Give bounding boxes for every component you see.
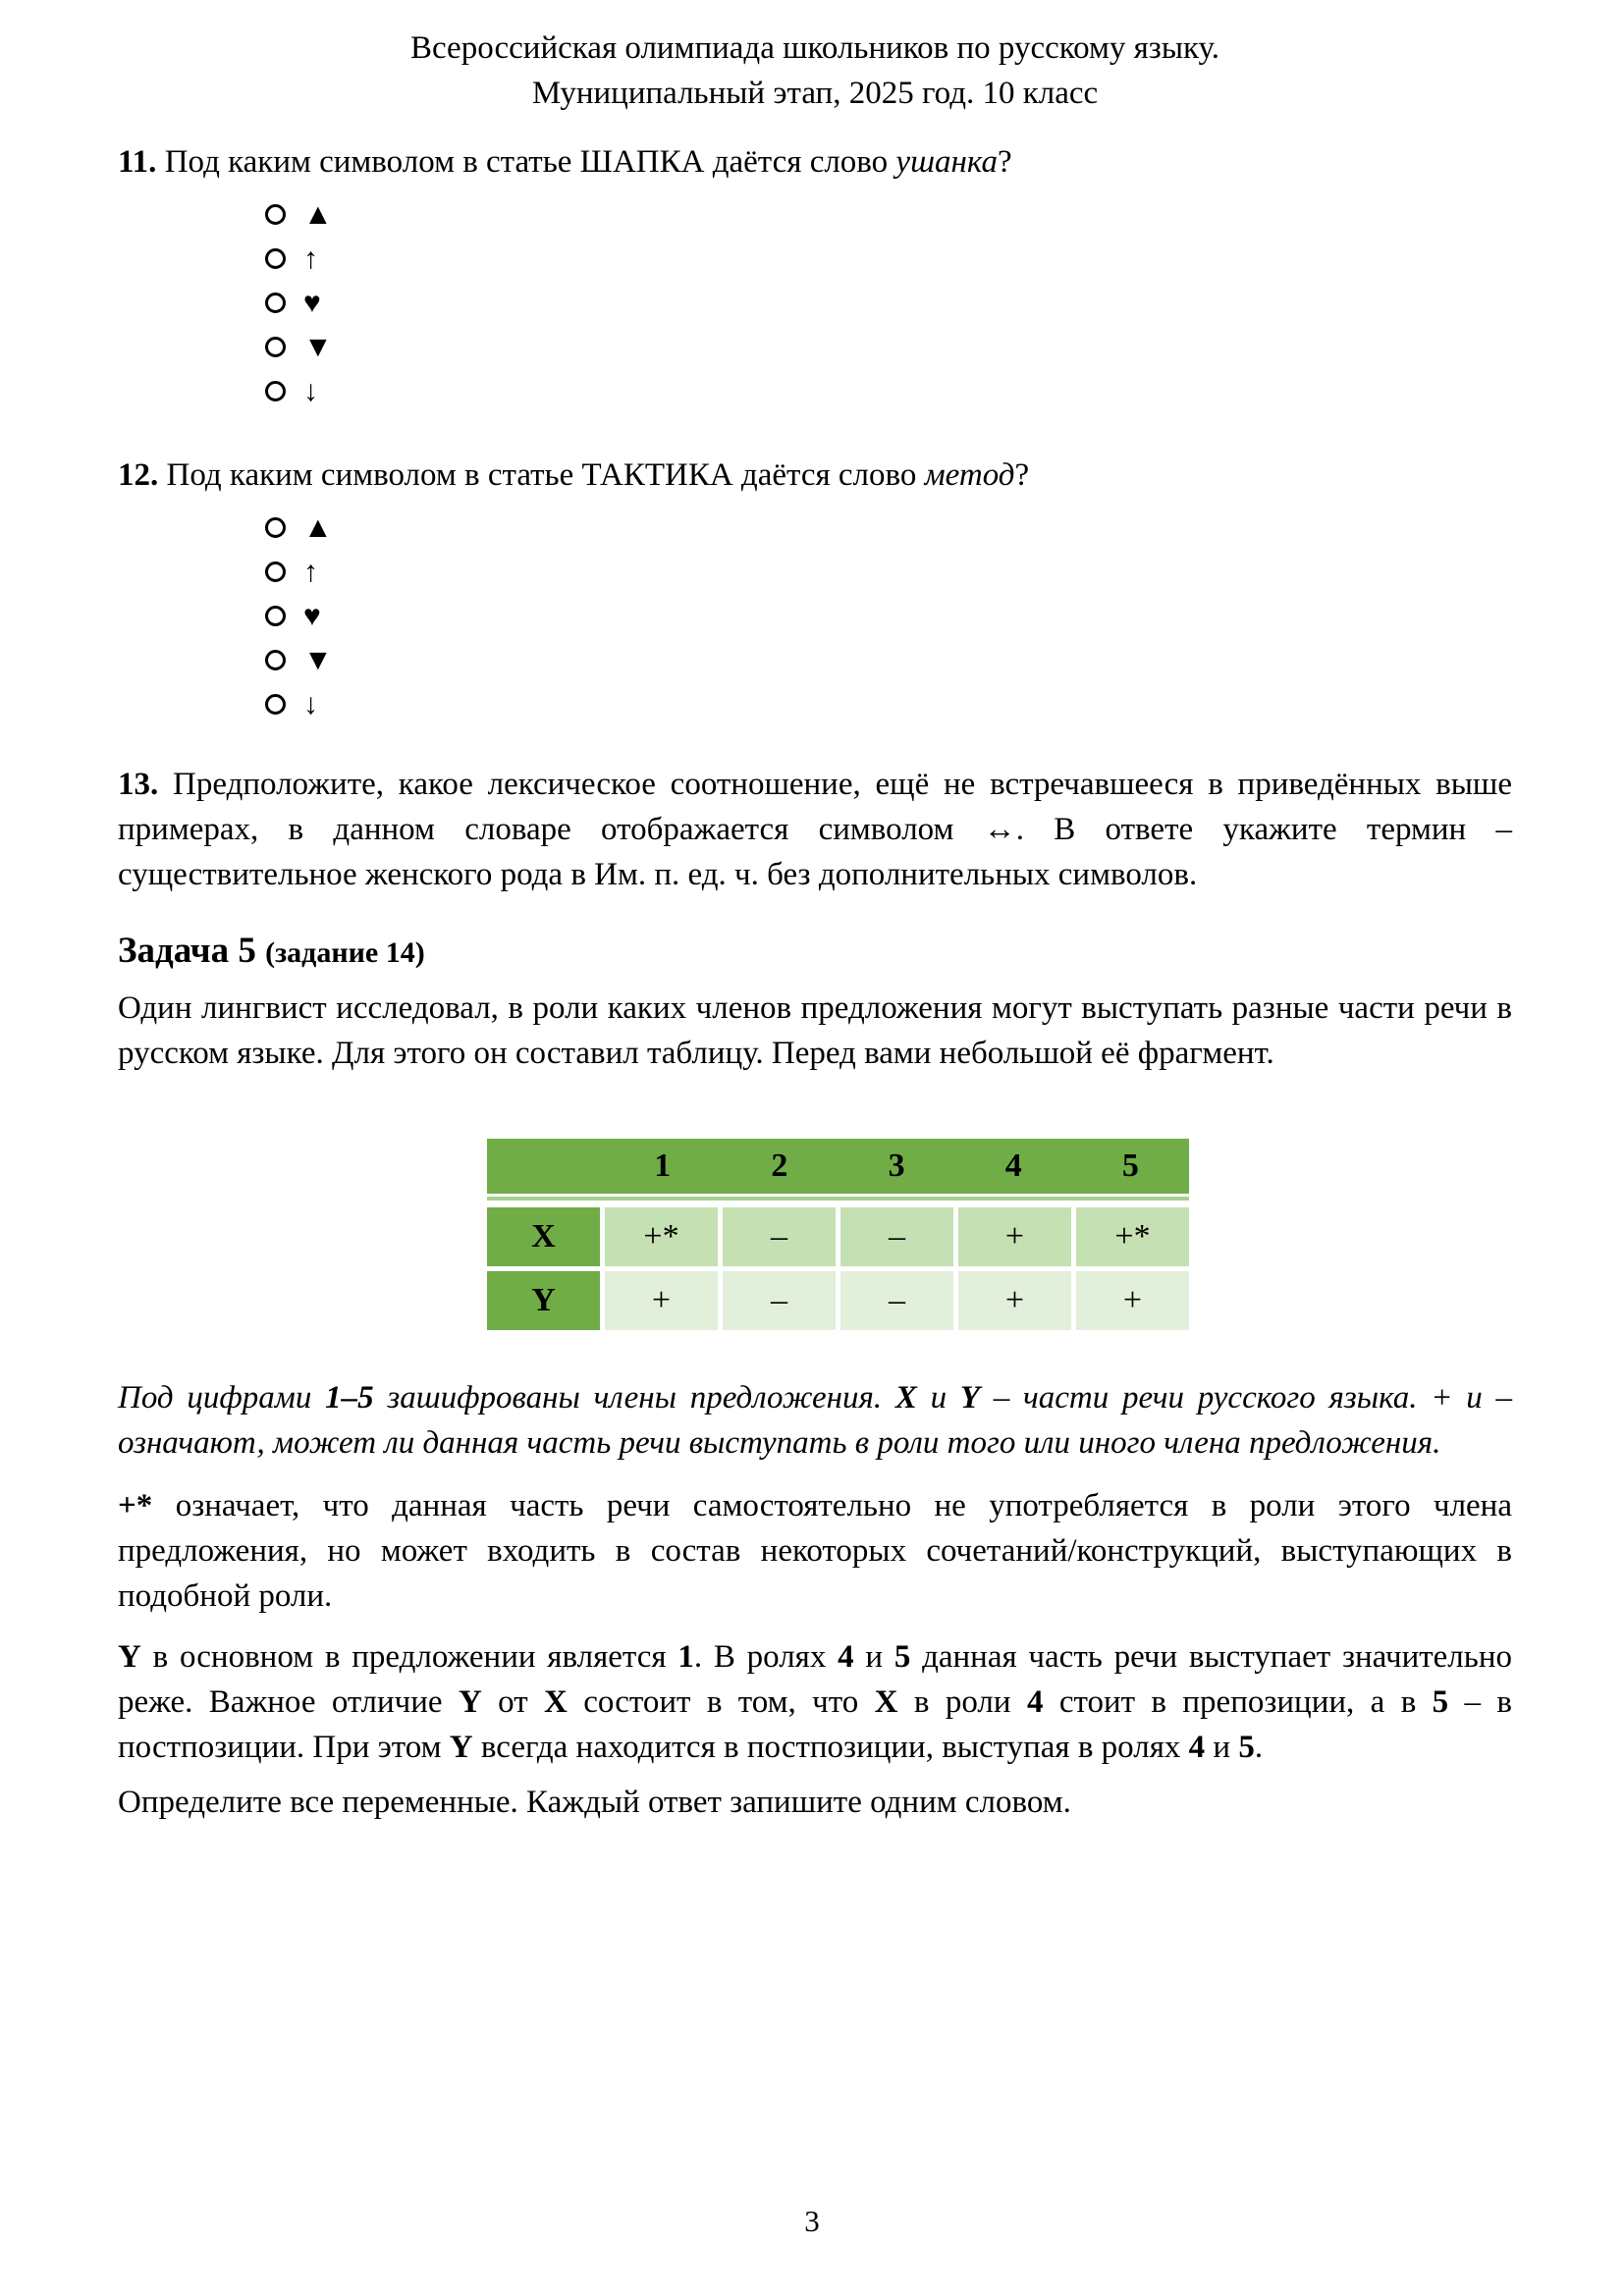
header-subtitle: Муниципальный этап, 2025 год. 10 класс bbox=[531, 76, 1099, 111]
table-header-row bbox=[487, 1139, 1189, 1194]
star-note: +* означает, что данная часть речи самостоятельно не употребляется в роли этого члена предложения, но может входить в состав некоторых сочетаний/конструкций, выступающих в подобной роли. bbox=[118, 1488, 1512, 1614]
task5-heading-suffix: (задание 14) bbox=[265, 936, 425, 969]
arrow-up-icon: ↑ bbox=[303, 555, 318, 588]
task5-heading bbox=[118, 927, 1512, 978]
table-cell: – bbox=[723, 1271, 836, 1330]
option-row bbox=[118, 506, 1512, 550]
table-row-y bbox=[487, 1271, 1189, 1330]
radio-circle-icon[interactable] bbox=[265, 204, 286, 225]
question-11-options bbox=[118, 192, 1512, 413]
table-accent-line bbox=[487, 1197, 1189, 1201]
radio-circle-icon[interactable] bbox=[265, 517, 286, 538]
document-header bbox=[118, 26, 1512, 116]
triangle-up-icon: ▲ bbox=[303, 510, 333, 544]
triangle-up-icon: ▲ bbox=[303, 197, 333, 231]
arrow-up-icon: ↑ bbox=[303, 241, 318, 275]
triangle-down-icon: ▼ bbox=[303, 643, 333, 676]
radio-circle-icon[interactable] bbox=[265, 561, 286, 582]
radio-circle-icon[interactable] bbox=[265, 694, 286, 715]
table-cell: + bbox=[605, 1271, 718, 1330]
parts-of-speech-table bbox=[487, 1139, 1189, 1330]
question-12 bbox=[118, 453, 1512, 726]
arrow-down-icon: ↓ bbox=[303, 374, 318, 407]
option-row bbox=[118, 682, 1512, 726]
table-cell: +* bbox=[605, 1207, 718, 1266]
table-legend: Под цифрами 1–5 зашифрованы члены предложения. X и Y – части речи русского языка. + и – означают, может ли данная часть речи выступать в роли того или иного члена предложения. bbox=[118, 1380, 1512, 1461]
row-label: X bbox=[487, 1207, 600, 1266]
option-row bbox=[118, 550, 1512, 594]
table-header-cell: 4 bbox=[1004, 1148, 1022, 1184]
heart-icon: ♥ bbox=[303, 599, 321, 632]
option-row bbox=[118, 638, 1512, 682]
table-cell: + bbox=[1076, 1271, 1189, 1330]
table-cell: +* bbox=[1076, 1207, 1189, 1266]
question-11-title: 11. Под каким символом в статье ШАПКА даётся слово ушанка? bbox=[118, 144, 1012, 180]
radio-circle-icon[interactable] bbox=[265, 606, 286, 626]
table-row-x bbox=[487, 1207, 1189, 1266]
question-13-text: 13. Предположите, какое лексическое соотношение, ещё не встречавшееся в приведённых выше примерах, в данном словаре отображается символом ↔. В ответе укажите термин – существительное женского рода в Им. п. ед. ч. без дополнительных символов. bbox=[118, 767, 1512, 892]
radio-circle-icon[interactable] bbox=[265, 337, 286, 357]
triangle-down-icon: ▼ bbox=[303, 330, 333, 363]
question-12-options bbox=[118, 506, 1512, 726]
task5-heading-main: Задача 5 bbox=[118, 931, 256, 971]
radio-circle-icon[interactable] bbox=[265, 248, 286, 269]
question-12-title: 12. Под каким символом в статье ТАКТИКА даётся слово метод? bbox=[118, 457, 1030, 493]
radio-circle-icon[interactable] bbox=[265, 381, 286, 401]
table-header-cell: 5 bbox=[1121, 1148, 1139, 1184]
arrow-down-icon: ↓ bbox=[303, 687, 318, 721]
option-row bbox=[118, 325, 1512, 369]
table-header-cell: 1 bbox=[654, 1148, 672, 1184]
option-row bbox=[118, 281, 1512, 325]
option-row bbox=[118, 192, 1512, 237]
table-header-cell: 3 bbox=[888, 1148, 905, 1184]
table-cell: – bbox=[840, 1271, 953, 1330]
table-cell: – bbox=[723, 1207, 836, 1266]
xy-note: Y в основном в предложении является 1. В ролях 4 и 5 данная часть речи выступает значительно реже. Важное отличие Y от X состоит в том, что X в роли 4 стоит в препозиции, а в 5 – в постпозиции. При этом Y всегда находится в постпозиции, выступая в ролях 4 и 5. bbox=[118, 1639, 1513, 1765]
radio-circle-icon[interactable] bbox=[265, 650, 286, 670]
final-instruction: Определите все переменные. Каждый ответ запишите одним словом. bbox=[118, 1785, 1071, 1820]
heart-icon: ♥ bbox=[303, 286, 321, 319]
option-row bbox=[118, 237, 1512, 281]
header-title: Всероссийская олимпиада школьников по русскому языку. bbox=[409, 30, 1220, 66]
task5-intro: Один лингвист исследовал, в роли каких членов предложения могут выступать разные части речи в русском языке. Для этого он составил таблицу. Перед вами небольшой её фрагмент. bbox=[118, 990, 1512, 1071]
table-header-cell: 2 bbox=[771, 1148, 788, 1184]
question-13 bbox=[118, 762, 1512, 897]
table-cell: + bbox=[958, 1271, 1071, 1330]
table-cell: + bbox=[958, 1207, 1071, 1266]
page-number: 3 bbox=[804, 2204, 820, 2238]
radio-circle-icon[interactable] bbox=[265, 293, 286, 313]
option-row bbox=[118, 369, 1512, 413]
table-cell: – bbox=[840, 1207, 953, 1266]
option-row bbox=[118, 594, 1512, 638]
row-label: Y bbox=[487, 1271, 600, 1330]
